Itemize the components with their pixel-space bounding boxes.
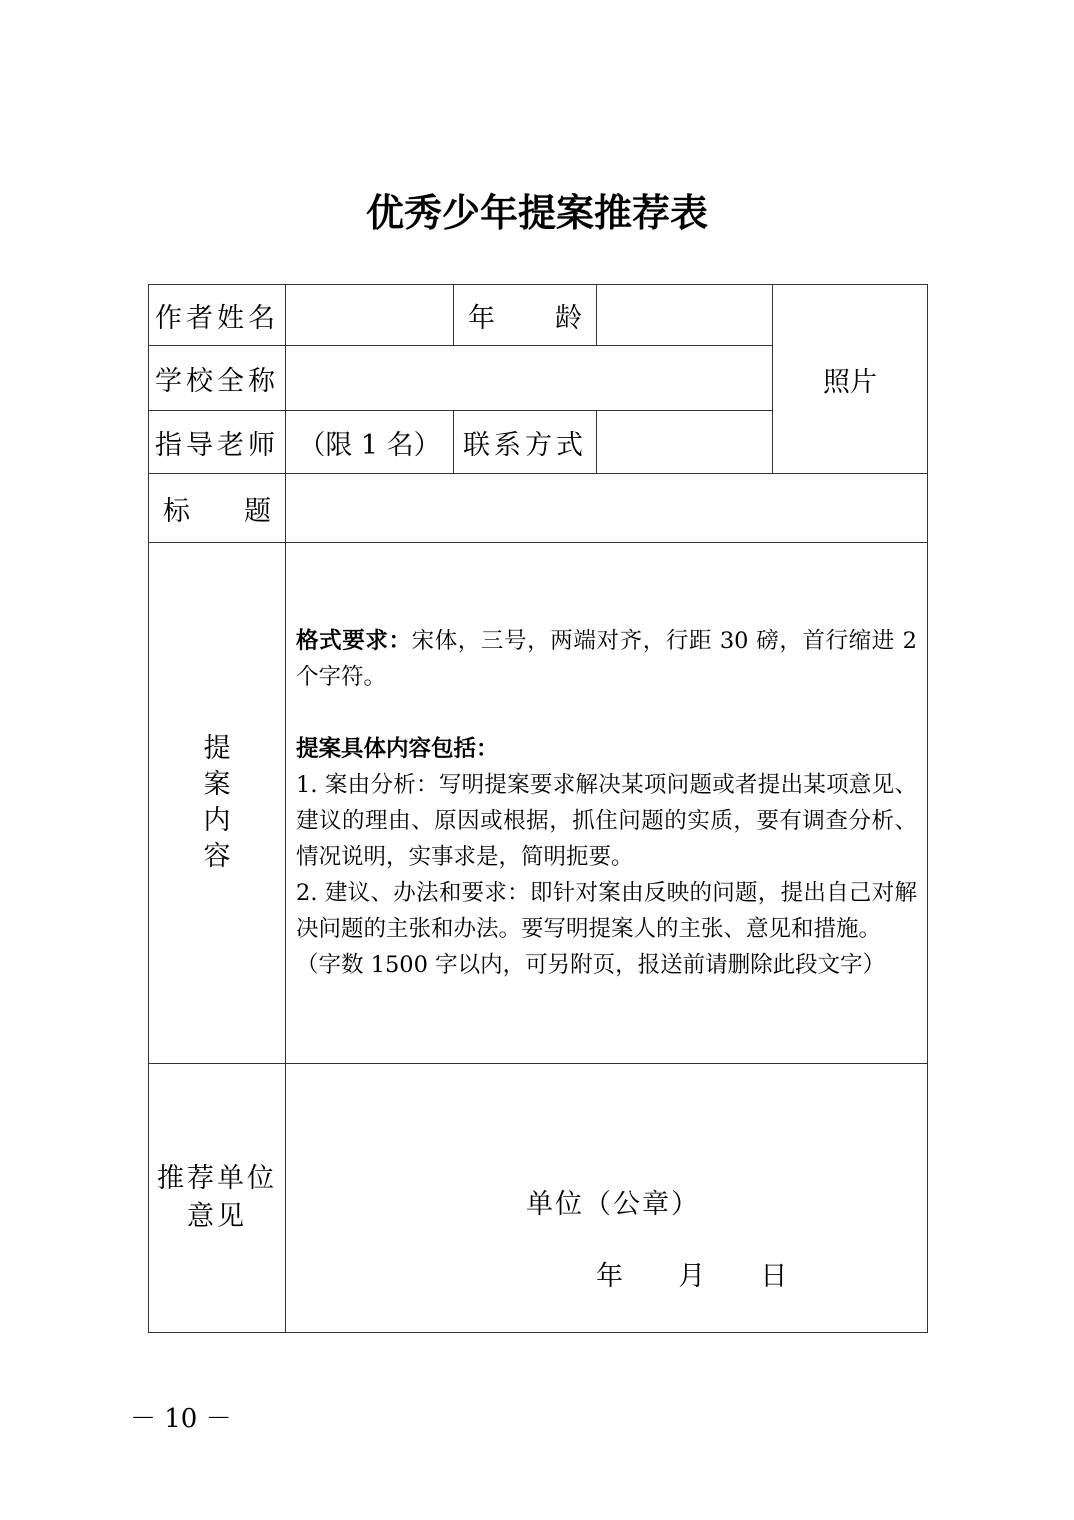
format-body: 宋体，三号，两端对齐，行距 30 磅，首行缩进 2 个字符。 bbox=[296, 628, 917, 690]
date-month-label: 月 bbox=[678, 1261, 706, 1292]
recommend-label-line2: 意见 bbox=[187, 1201, 247, 1232]
photo-cell: 照片 bbox=[773, 285, 928, 474]
content-label bbox=[149, 543, 286, 1064]
content-instructions bbox=[296, 623, 917, 983]
teacher-label: 指导老师 bbox=[149, 411, 286, 474]
subject-label-char1: 标 bbox=[163, 495, 190, 527]
author-name-label: 作者姓名 bbox=[149, 285, 286, 346]
format-head: 格式要求： bbox=[296, 628, 412, 654]
content-field[interactable] bbox=[286, 543, 928, 1064]
subject-field[interactable] bbox=[286, 474, 928, 543]
age-label bbox=[454, 285, 597, 346]
school-label: 学校全称 bbox=[149, 346, 286, 411]
recommend-label bbox=[149, 1064, 286, 1333]
age-label-char1: 年 bbox=[468, 302, 495, 334]
content-item-2: 2. 建议、办法和要求：即针对案由反映的问题，提出自己对解决问题的主张和办法。要写明提案人的主张、意见和措施。 bbox=[296, 880, 917, 942]
author-name-field[interactable] bbox=[286, 285, 454, 346]
content-label-char: 内 bbox=[203, 805, 231, 836]
age-label-char2: 龄 bbox=[555, 302, 582, 334]
contact-label: 联系方式 bbox=[454, 411, 597, 474]
format-requirements bbox=[296, 623, 917, 695]
include-head: 提案具体内容包括： bbox=[296, 736, 499, 762]
teacher-limit-note: （限 1 名） bbox=[298, 429, 441, 461]
form-title: 优秀少年提案推荐表 bbox=[365, 190, 708, 235]
subject-label bbox=[149, 474, 286, 543]
date-day-label: 日 bbox=[760, 1261, 788, 1292]
stamp-date bbox=[596, 1254, 787, 1293]
teacher-field[interactable] bbox=[286, 411, 454, 474]
content-label-char: 容 bbox=[203, 841, 231, 872]
recommendation-form-table bbox=[148, 284, 928, 1333]
age-field[interactable] bbox=[597, 285, 773, 346]
recommend-field[interactable] bbox=[286, 1064, 928, 1333]
school-field[interactable] bbox=[286, 346, 773, 411]
content-label-char: 提 bbox=[203, 733, 231, 764]
date-year-label: 年 bbox=[596, 1261, 623, 1292]
content-label-char: 案 bbox=[203, 769, 231, 800]
content-item-1: 1. 案由分析：写明提案要求解决某项问题或者提出某项意见、建议的理由、原因或根据，抓住问题的实质，要有调查分析、情况说明，实事求是，简明扼要。 bbox=[296, 772, 917, 870]
stamp-unit-label: 单位（公章） bbox=[526, 1189, 700, 1220]
subject-label-char2: 题 bbox=[244, 495, 271, 527]
contact-field[interactable] bbox=[597, 411, 773, 474]
recommend-label-line1: 推荐单位 bbox=[157, 1163, 277, 1194]
content-note: （字数 1500 字以内，可另附页，报送前请删除此段文字） bbox=[296, 952, 886, 978]
page-number: － 10 － bbox=[130, 1404, 232, 1434]
